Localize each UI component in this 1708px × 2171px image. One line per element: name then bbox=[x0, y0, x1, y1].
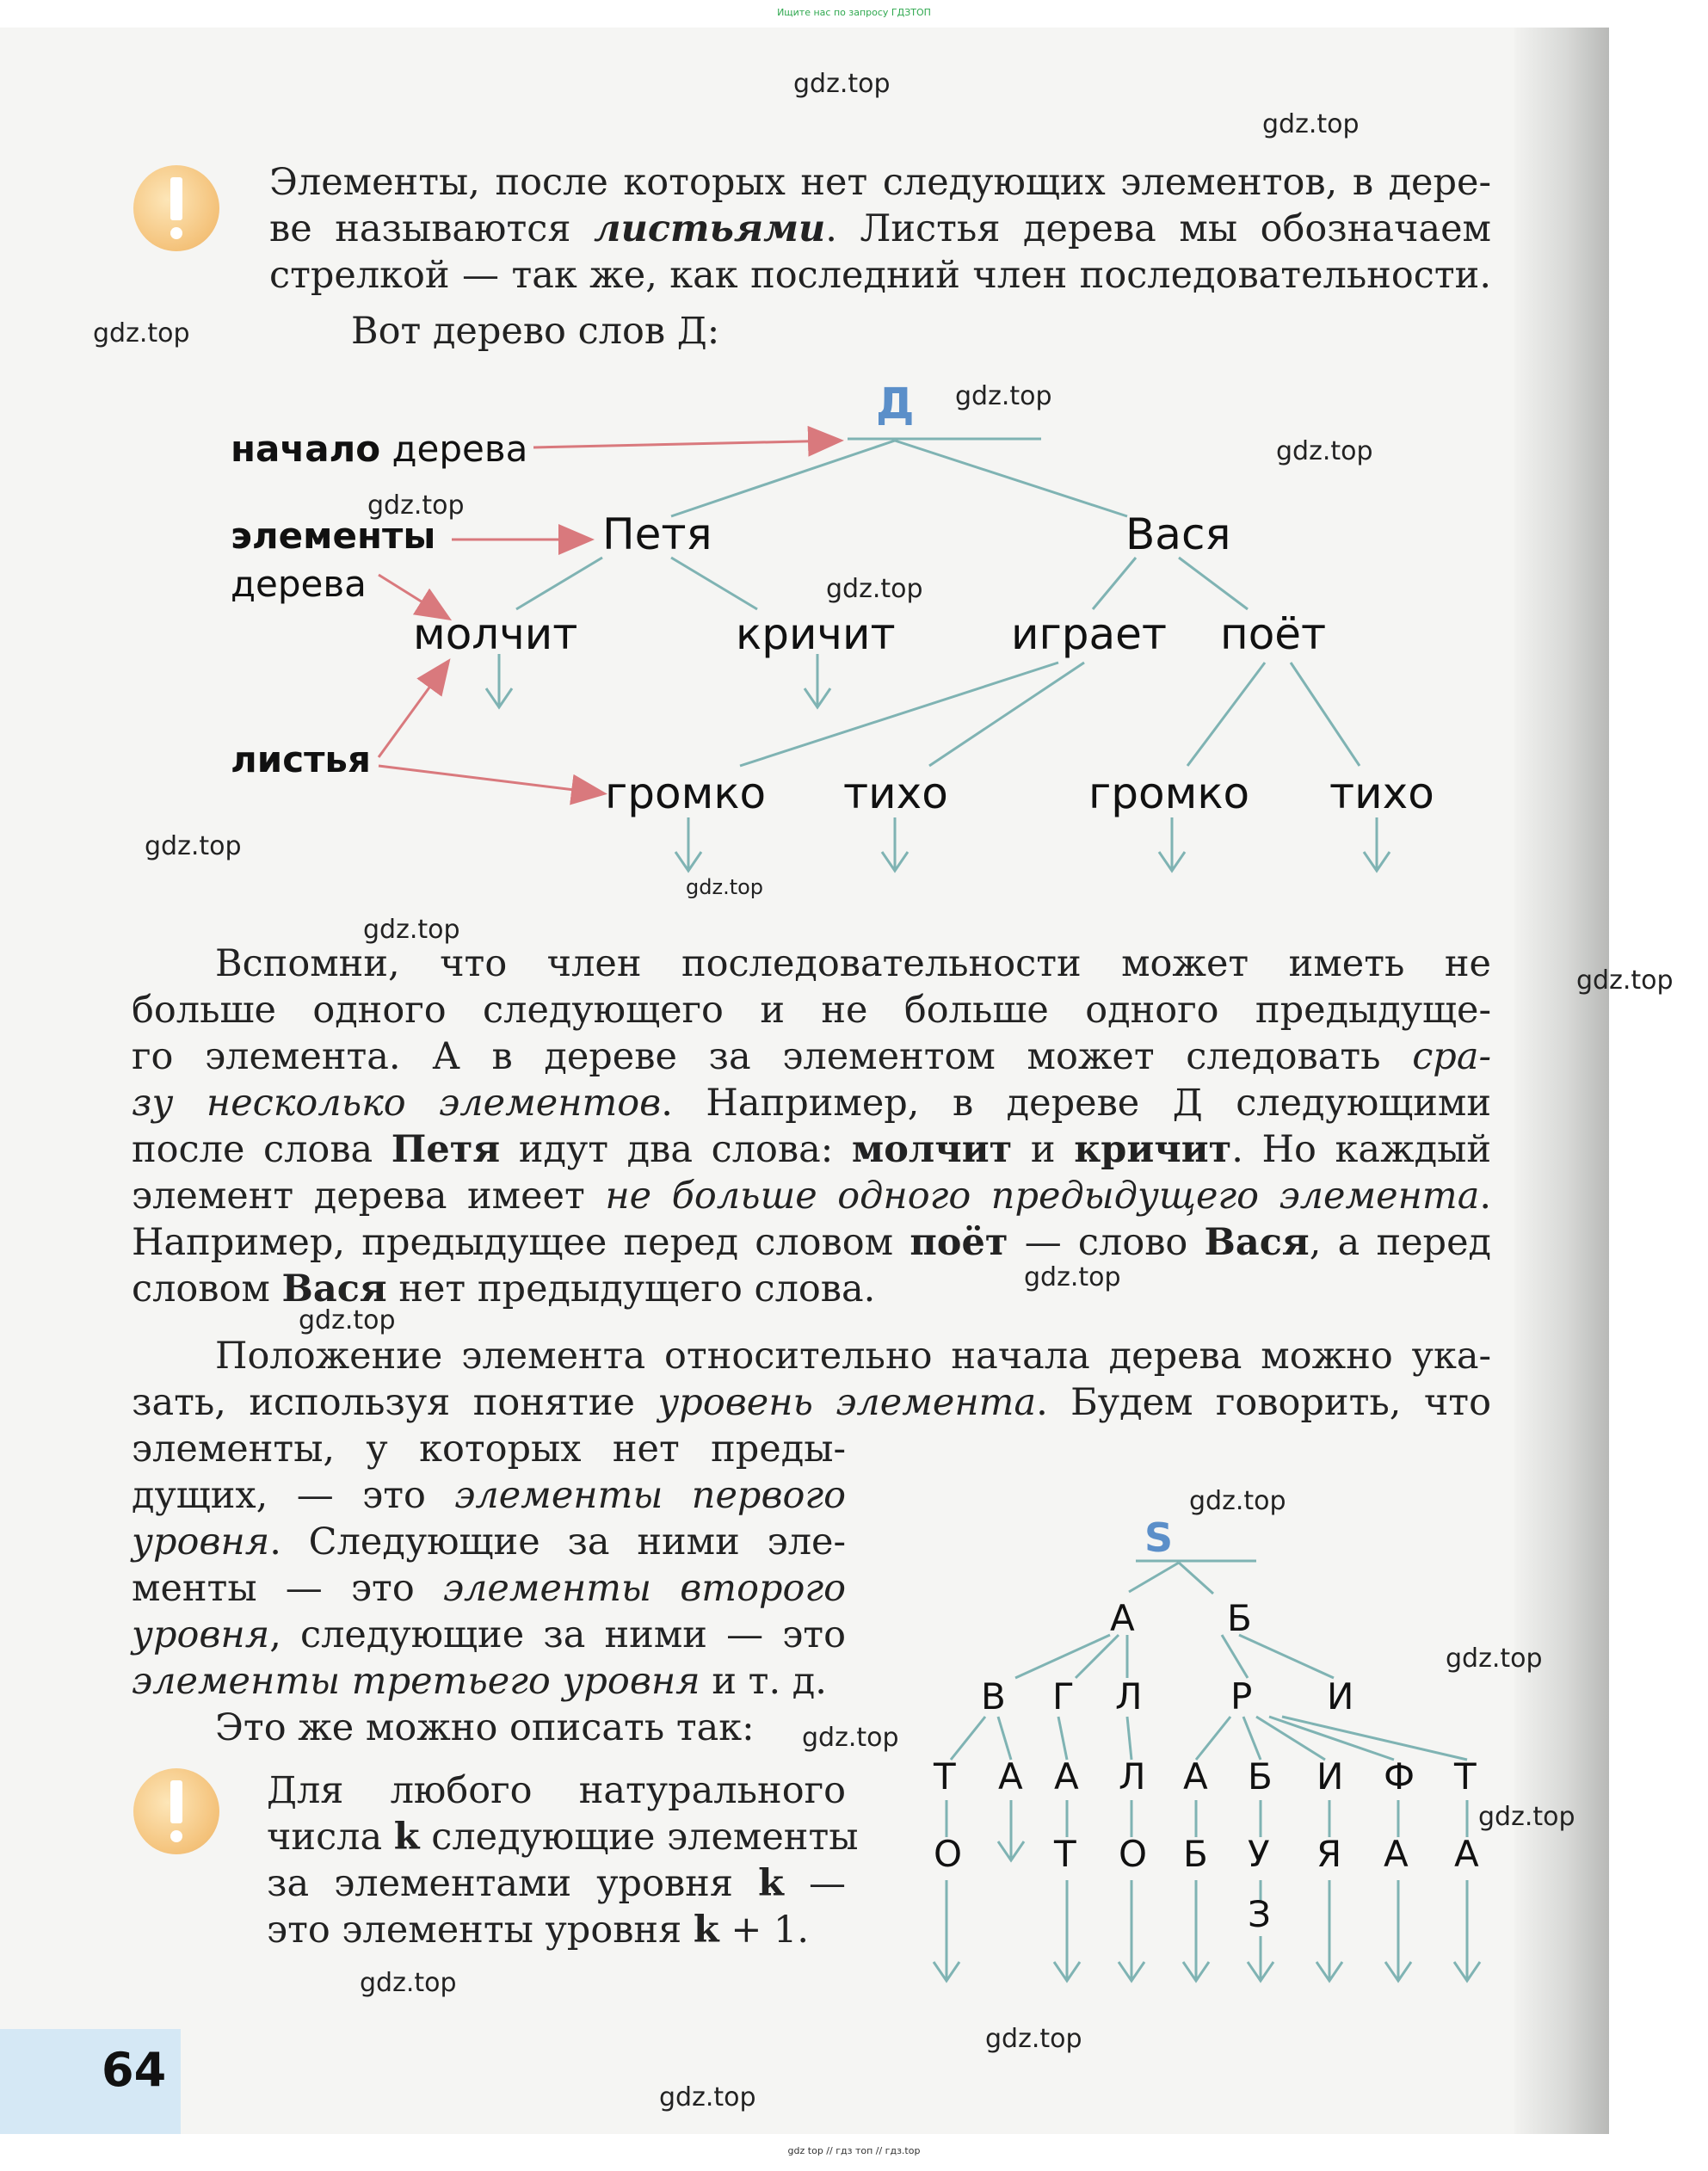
tree-s-node: Ф bbox=[1384, 1755, 1415, 1798]
tree-s-node: А bbox=[1384, 1833, 1409, 1875]
para3-line2: зать, используя понятие уровень элемента. Будем говорить, что bbox=[132, 1381, 1491, 1424]
para3-line4: дущих, — это элементы первого bbox=[132, 1474, 846, 1517]
para2-line4: зу несколько элементов. Например, в дереве Д следующими bbox=[132, 1082, 1492, 1125]
tree-d-label-leaves: листья bbox=[231, 738, 371, 780]
para2-line8: словом Вася нет предыдущего слова. bbox=[132, 1267, 876, 1311]
watermark: gdz.top bbox=[793, 69, 891, 99]
tree-d-node: играет bbox=[1011, 609, 1168, 659]
tree-s-node: Б bbox=[1248, 1755, 1273, 1798]
tree-s-node: Л bbox=[1119, 1755, 1146, 1798]
tree-d-node: громко bbox=[605, 768, 767, 818]
tree-s-node: А bbox=[1054, 1755, 1079, 1798]
tree-s-node: А bbox=[998, 1755, 1023, 1798]
watermark: gdz.top bbox=[955, 381, 1052, 411]
watermark: gdz.top bbox=[360, 1968, 457, 1998]
para2-line3: го элемента. А в дереве за элементом может следовать сра- bbox=[132, 1035, 1491, 1078]
watermark: gdz.top bbox=[659, 2082, 756, 2112]
tree-s-node: И bbox=[1327, 1675, 1354, 1718]
para1-line3: стрелкой — так же, как последний член последовательности. bbox=[269, 254, 1491, 297]
tree-d-label-elements: элементы bbox=[231, 515, 436, 557]
para3-line3: элементы, у которых нет преды- bbox=[132, 1428, 846, 1471]
para3-line9: Это же можно описать так: bbox=[215, 1706, 755, 1749]
para1-line2: ве называются листьями. Листья дерева мы обозначаем bbox=[269, 207, 1492, 250]
tree-s-node: О bbox=[1119, 1833, 1148, 1875]
tree-s-node: Я bbox=[1316, 1833, 1342, 1875]
para3-line7: уровня, следующие за ними — это bbox=[132, 1613, 846, 1656]
watermark: gdz.top bbox=[1262, 109, 1360, 139]
watermark: gdz.top bbox=[367, 490, 465, 521]
tree-d-node: Вася bbox=[1125, 509, 1231, 559]
tree-s-node: Т bbox=[1054, 1833, 1076, 1875]
tree-s-node: А bbox=[1454, 1833, 1479, 1875]
watermark: gdz.top bbox=[1189, 1486, 1286, 1516]
watermark: gdz.top bbox=[93, 318, 190, 348]
tree-intro: Вот дерево слов Д: bbox=[351, 310, 720, 353]
tree-s-node: А bbox=[1110, 1597, 1135, 1639]
para2-line7: Например, предыдущее перед словом поёт — слово Вася, а перед bbox=[132, 1221, 1492, 1264]
watermark: gdz.top bbox=[363, 915, 460, 945]
rule-line1: Для любого натурального bbox=[267, 1769, 846, 1812]
tree-d-node: Петя bbox=[602, 509, 712, 559]
watermark: gdz.top bbox=[1446, 1644, 1543, 1674]
tree-d-node: громко bbox=[1088, 768, 1250, 818]
tree-s-node: В bbox=[981, 1675, 1006, 1718]
tree-s-node: Т bbox=[934, 1755, 956, 1798]
tree-s-node: Б bbox=[1227, 1597, 1252, 1639]
tree-d-node: тихо bbox=[843, 768, 948, 818]
para3-line1: Положение элемента относительно начала дерева можно ука- bbox=[215, 1335, 1491, 1378]
tree-s-node: Р bbox=[1230, 1675, 1253, 1718]
tree-s-node: З bbox=[1248, 1893, 1271, 1935]
para2-line1: Вспомни, что член последовательности может иметь не bbox=[215, 942, 1491, 985]
tree-d-node: кричит bbox=[736, 609, 896, 659]
header-note: Ищите нас по запросу ГДЗТОП bbox=[777, 7, 931, 18]
rule-line4: это элементы уровня k + 1. bbox=[267, 1909, 810, 1952]
page-number: 64 bbox=[102, 2043, 167, 2097]
watermark: gdz.top bbox=[1276, 436, 1373, 466]
tree-d-node: молчит bbox=[413, 609, 578, 659]
tree-s-node: И bbox=[1316, 1755, 1344, 1798]
para3-line5: уровня. Следующие за ними эле- bbox=[132, 1520, 846, 1563]
rule-line3: за элементами уровня k — bbox=[267, 1862, 847, 1905]
watermark: gdz.top bbox=[299, 1305, 396, 1335]
tree-s-node: А bbox=[1183, 1755, 1208, 1798]
tree-s-root: S bbox=[1144, 1514, 1174, 1561]
footer-note: gdz top // гдз топ // гдз.top bbox=[787, 2145, 921, 2156]
tree-s-node: О bbox=[934, 1833, 963, 1875]
para2-line5: после слова Петя идут два слова: молчит и кричит. Но каждый bbox=[132, 1128, 1491, 1171]
watermark: gdz.top bbox=[1024, 1262, 1121, 1292]
tree-d-label-start: начало дерева bbox=[231, 428, 528, 470]
watermark: gdz.top bbox=[1576, 965, 1674, 996]
tree-d-label-elements-2: дерева bbox=[231, 563, 367, 605]
tree-s-node: Л bbox=[1115, 1675, 1143, 1718]
tree-s-node: Г bbox=[1052, 1675, 1075, 1718]
watermark: gdz.top bbox=[802, 1723, 899, 1753]
tree-s-node: Т bbox=[1454, 1755, 1477, 1798]
tree-d-node: поёт bbox=[1220, 609, 1327, 659]
watermark: gdz.top bbox=[985, 2024, 1082, 2054]
watermark: gdz.top bbox=[826, 574, 923, 604]
para1-line1: Элементы, после которых нет следующих элементов, в дере- bbox=[269, 161, 1491, 204]
tree-d-root: Д bbox=[876, 379, 915, 429]
rule-line2: числа k следующие элементы bbox=[267, 1816, 859, 1859]
tree-s-node: Б bbox=[1183, 1833, 1208, 1875]
watermark: gdz.top bbox=[145, 831, 242, 861]
para2-line2: больше одного следующего и не больше одного предыдуще- bbox=[132, 989, 1491, 1032]
tree-d-node: тихо bbox=[1329, 768, 1434, 818]
watermark: gdz.top bbox=[686, 875, 764, 899]
para3-line8: элементы третьего уровня и т. д. bbox=[132, 1660, 827, 1703]
para3-line6: менты — это элементы второго bbox=[132, 1567, 846, 1610]
watermark: gdz.top bbox=[1478, 1802, 1575, 1832]
tree-s-node: У bbox=[1248, 1833, 1270, 1875]
para2-line6: элемент дерева имеет не больше одного предыдущего элемента. bbox=[132, 1175, 1491, 1218]
